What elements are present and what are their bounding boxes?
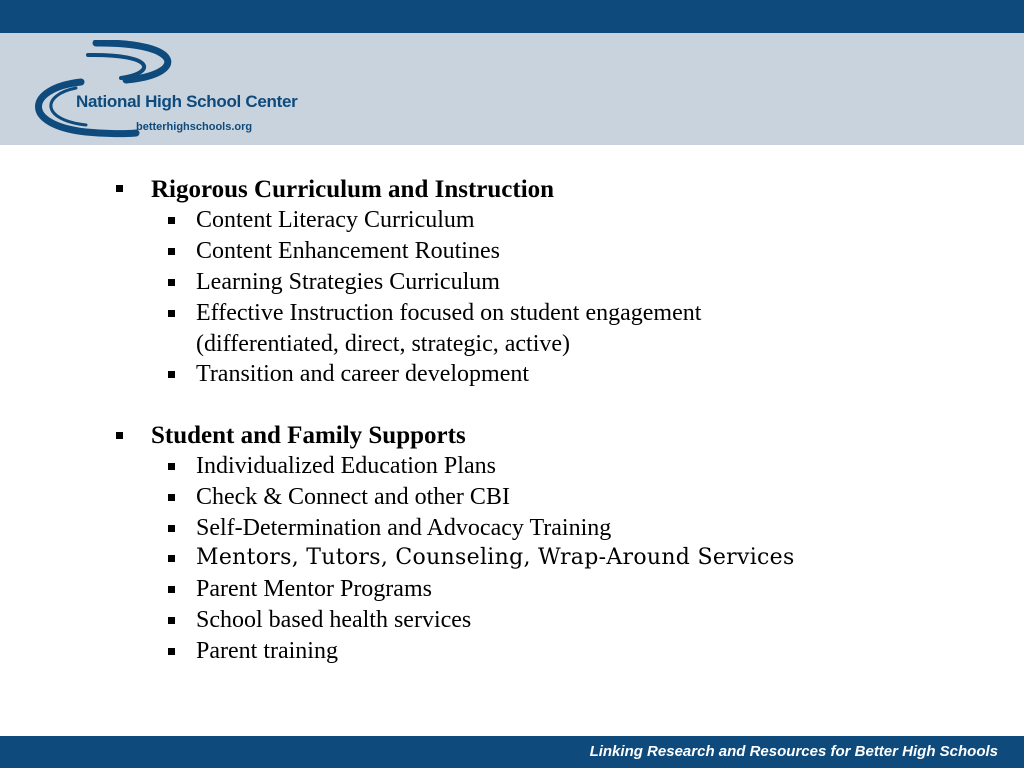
bullet-marker (116, 432, 123, 439)
list-item: Content Enhancement Routines (196, 238, 500, 264)
logo-name: National High School Center (76, 92, 298, 111)
bullet-marker (168, 310, 175, 317)
list-item: Content Literacy Curriculum (196, 207, 475, 233)
footer-tagline: Linking Research and Resources for Better High Schools (589, 743, 998, 760)
bullet-marker (168, 525, 175, 532)
section-heading: Rigorous Curriculum and Instruction (151, 176, 555, 203)
bullet-marker (168, 248, 175, 255)
list-item: Learning Strategies Curriculum (196, 269, 500, 295)
bullet-marker (168, 279, 175, 286)
list-item: Mentors, Tutors, Counseling, Wrap-Around Services (196, 545, 795, 570)
list-item: Parent training (196, 638, 338, 664)
bullet-marker (168, 371, 175, 378)
list-item: Effective Instruction focused on student engagement (196, 300, 702, 326)
bullet-marker (168, 648, 175, 655)
bullet-marker (168, 463, 175, 470)
list-item: Parent Mentor Programs (196, 576, 432, 602)
list-item: Transition and career development (196, 361, 530, 387)
section-heading: Student and Family Supports (151, 422, 466, 449)
list-item: Self-Determination and Advocacy Training (196, 515, 612, 541)
list-item-continuation: (differentiated, direct, strategic, active) (196, 331, 571, 357)
bullet-marker (116, 185, 123, 192)
bullet-marker (168, 555, 175, 562)
logo-url: betterhighschools.org (136, 121, 253, 133)
list-item: Check & Connect and other CBI (196, 484, 510, 510)
list-item: School based health services (196, 607, 472, 633)
list-item: Individualized Education Plans (196, 453, 496, 479)
bullet-marker (168, 494, 175, 501)
bullet-marker (168, 617, 175, 624)
bullet-marker (168, 217, 175, 224)
bullet-marker (168, 586, 175, 593)
